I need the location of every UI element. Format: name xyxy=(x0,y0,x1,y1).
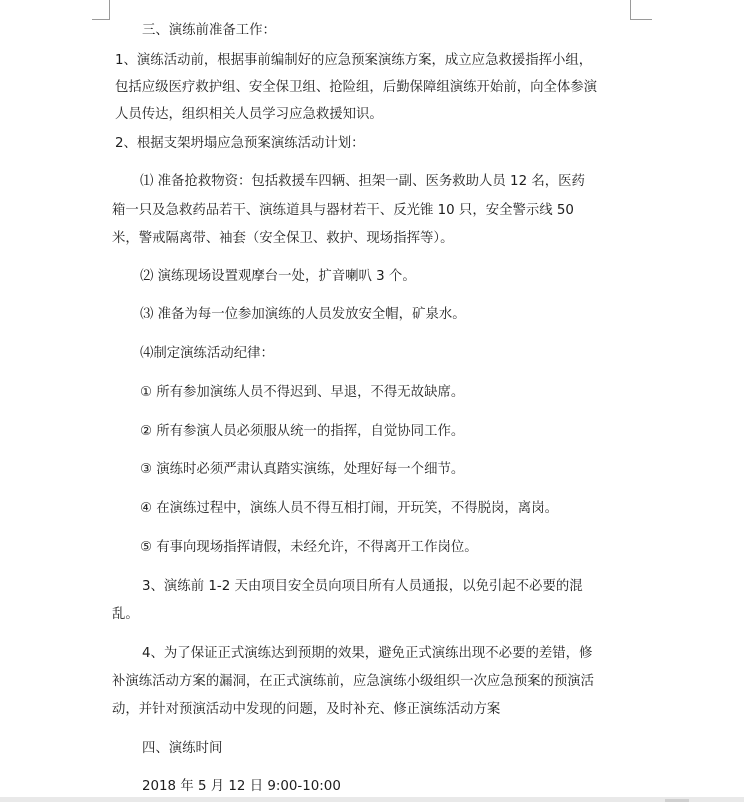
section-heading-preparation: 三、演练前准备工作： xyxy=(142,23,276,38)
list-item: ③ 演练时必须严肃认真踏实演练，处理好每一个细节。 xyxy=(140,462,465,477)
paragraph-line: 包括应级医疗救护组、安全保卫组、抢险组，后勤保障组演练开始前，向全体参演 xyxy=(115,80,598,95)
paragraph-line: 2、根据支架坍塌应急预案演练活动计划： xyxy=(115,136,365,151)
paragraph-line: ⑵ 演练现场设置观摩台一处，扩音喇叭 3 个。 xyxy=(140,269,416,284)
section-heading-time: 四、演练时间 xyxy=(142,741,223,756)
paragraph-line: 1、演练活动前，根据事前编制好的应急预案演练方案，成立应急救援指挥小组， xyxy=(115,53,593,68)
paragraph-line: 4、为了保证正式演练达到预期的效果，避免正式演练出现不必要的差错，修 xyxy=(142,646,593,661)
paragraph-line: 补演练活动方案的漏洞，在正式演练前，应急演练小级组织一次应急预案的预演活 xyxy=(112,674,595,689)
paragraph-line: ⑷制定演练活动纪律： xyxy=(140,346,274,361)
list-item: ⑤ 有事向现场指挥请假，未经允许，不得离开工作岗位。 xyxy=(140,540,478,555)
paragraph-line: ⑶ 准备为每一位参加演练的人员发放安全帽，矿泉水。 xyxy=(140,307,466,322)
paragraph-line: 米，警戒隔离带、袖套（安全保卫、救护、现场指挥等）。 xyxy=(112,231,454,246)
list-item: ④ 在演练过程中，演练人员不得互相打闹，开玩笑，不得脱岗，离岗。 xyxy=(140,501,558,516)
list-item: ① 所有参加演练人员不得迟到、早退，不得无故缺席。 xyxy=(140,385,465,400)
paragraph-line: 箱一只及急救药品若干、演练道具与器材若干、反光锥 10 只，安全警示线 50 xyxy=(112,203,574,218)
paragraph-line: 动，并针对预演活动中发现的问题，及时补充、修正演练活动方案 xyxy=(112,702,501,717)
paragraph-line: 3、演练前 1-2 天由项目安全员向项目所有人员通报，以免引起不必要的混 xyxy=(142,579,583,594)
paragraph-line: ⑴ 准备抢救物资：包括救援车四辆、担架一副、医务救助人员 12 名，医药 xyxy=(140,174,585,189)
horizontal-scrollbar[interactable] xyxy=(0,797,744,802)
drill-date-time: 2018 年 5 月 12 日 9:00-10:00 xyxy=(142,779,341,794)
paragraph-line: 乱。 xyxy=(112,607,139,622)
list-item: ② 所有参演人员必须服从统一的指挥，自觉协同工作。 xyxy=(140,424,465,439)
paragraph-line: 人员传达，组织相关人员学习应急救援知识。 xyxy=(115,107,383,122)
